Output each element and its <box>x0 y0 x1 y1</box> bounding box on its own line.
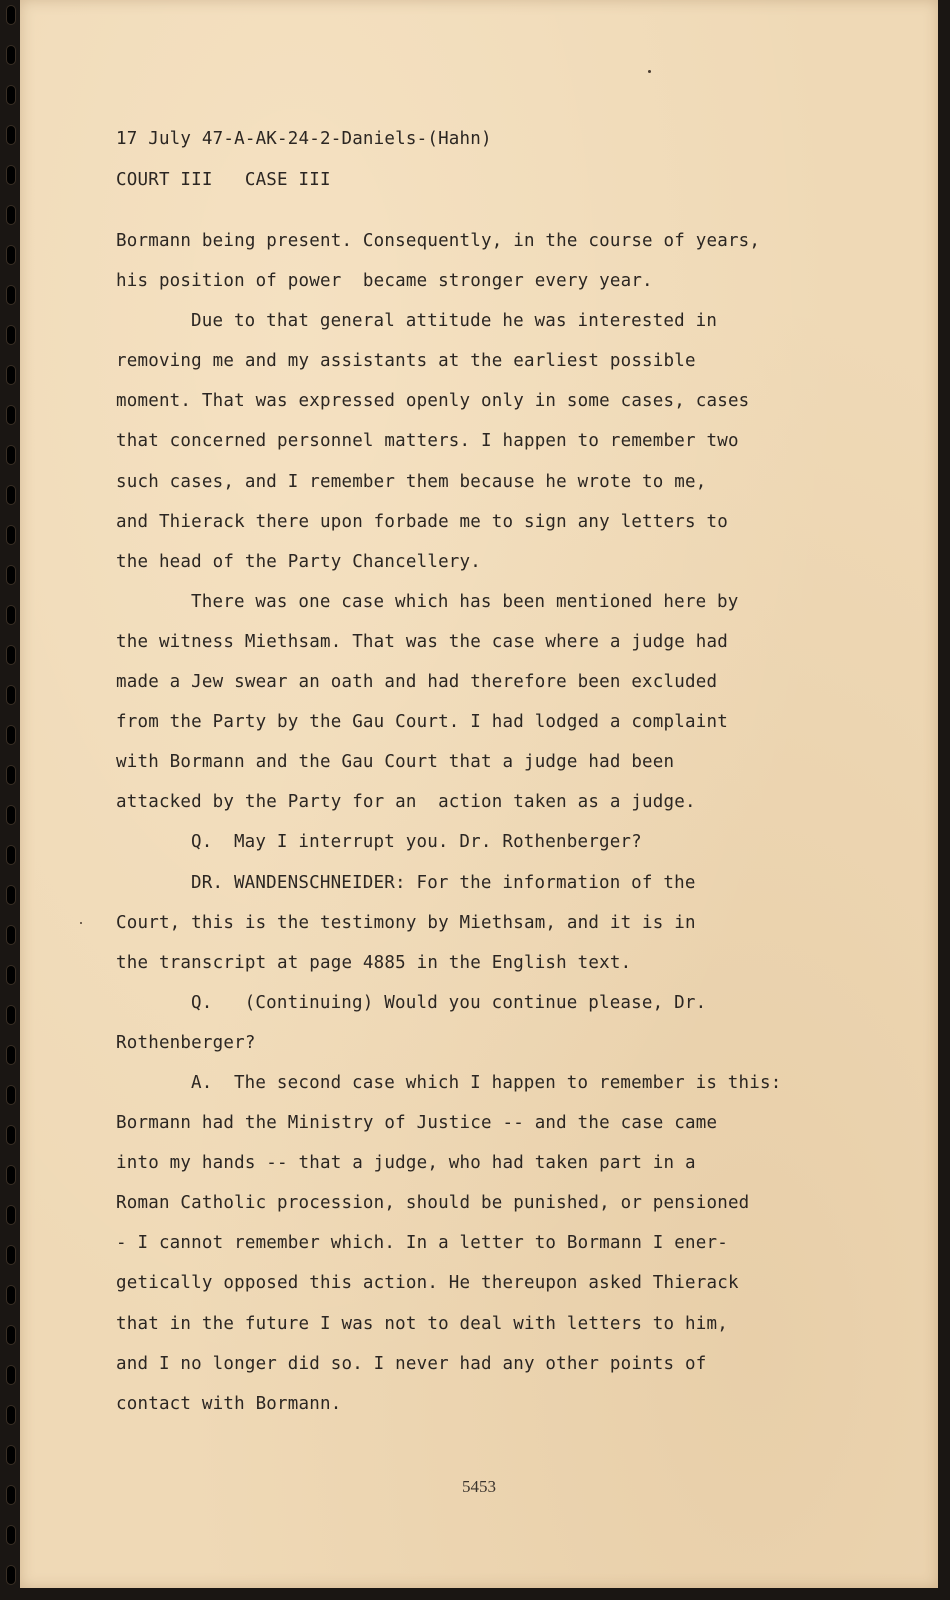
binding-hole <box>7 6 15 24</box>
transcript-line: and I no longer did so. I never had any other points of <box>116 1353 707 1374</box>
transcript-line: moment. That was expressed openly only in some cases, cases <box>116 391 750 412</box>
binding-hole <box>7 486 15 504</box>
transcript-line: DR. WANDENSCHNEIDER: For the information of the <box>191 872 696 893</box>
transcript-line: Roman Catholic procession, should be punished, or pensioned <box>116 1193 750 1214</box>
transcript-line: getically opposed this action. He thereupon asked Thierack <box>116 1273 739 1294</box>
binding-hole <box>7 1406 15 1424</box>
transcript-body <box>116 229 916 1432</box>
transcript-line: and Thierack there upon forbade me to sign any letters to <box>116 511 728 532</box>
binding-hole <box>7 86 15 104</box>
binding-hole <box>7 1126 15 1144</box>
transcript-line: There was one case which has been mentioned here by <box>191 591 739 612</box>
transcript-line: contact with Bormann. <box>116 1393 342 1414</box>
transcript-line: from the Party by the Gau Court. I had lodged a complaint <box>116 712 728 733</box>
binding-hole <box>7 326 15 344</box>
binding-hole <box>7 1166 15 1184</box>
binding-hole <box>7 766 15 784</box>
transcript-line: Court, this is the testimony by Miethsam, and it is in <box>116 912 696 933</box>
binding-hole <box>7 606 15 624</box>
paper-speck <box>80 922 82 924</box>
transcript-line: with Bormann and the Gau Court that a judge had been <box>116 752 675 773</box>
binding-hole <box>7 1046 15 1064</box>
binding-hole <box>7 526 15 544</box>
binding-hole <box>7 446 15 464</box>
paper-speck <box>648 70 651 73</box>
transcript-line: Q. May I interrupt you. Dr. Rothenberger? <box>191 832 642 853</box>
transcript-line: his position of power became stronger every year. <box>116 271 653 292</box>
binding-hole <box>7 1366 15 1384</box>
transcript-line: attacked by the Party for an action taken as a judge. <box>116 792 696 813</box>
binding-edge <box>2 0 18 1600</box>
transcript-line: Bormann being present. Consequently, in the course of years, <box>116 231 761 251</box>
transcript-line: removing me and my assistants at the earliest possible <box>116 351 696 372</box>
binding-hole <box>7 286 15 304</box>
transcript-line: the head of the Party Chancellery. <box>116 551 482 572</box>
binding-hole <box>7 1526 15 1544</box>
transcript-line: that concerned personnel matters. I happen to remember two <box>116 431 739 452</box>
binding-hole <box>7 246 15 264</box>
binding-hole <box>7 646 15 664</box>
binding-hole <box>7 126 15 144</box>
transcript-line: Due to that general attitude he was interested in <box>191 311 718 332</box>
transcript-line: Bormann had the Ministry of Justice -- and the case came <box>116 1113 718 1134</box>
binding-hole <box>7 366 15 384</box>
binding-hole <box>7 806 15 824</box>
binding-hole <box>7 1246 15 1264</box>
document-header-court: COURT III CASE III <box>116 170 331 190</box>
binding-hole <box>7 1486 15 1504</box>
binding-hole <box>7 1326 15 1344</box>
transcript-line: into my hands -- that a judge, who had taken part in a <box>116 1153 696 1174</box>
transcript-line: such cases, and I remember them because he wrote to me, <box>116 471 707 492</box>
page-number: 5453 <box>462 1477 496 1496</box>
transcript-line: that in the future I was not to deal with letters to him, <box>116 1313 728 1334</box>
binding-hole <box>7 886 15 904</box>
binding-hole <box>7 566 15 584</box>
binding-hole <box>7 1286 15 1304</box>
binding-hole <box>7 926 15 944</box>
binding-hole <box>7 966 15 984</box>
transcript-line: A. The second case which I happen to remember is this: <box>191 1072 782 1093</box>
binding-hole <box>7 1566 15 1584</box>
binding-hole <box>7 406 15 424</box>
transcript-line: the transcript at page 4885 in the English text. <box>116 952 632 973</box>
document-page <box>20 0 938 1588</box>
transcript-line: Rothenberger? <box>116 1032 256 1053</box>
binding-hole <box>7 726 15 744</box>
document-header-reference: 17 July 47-A-AK-24-2-Daniels-(Hahn) <box>116 129 492 149</box>
transcript-line: - I cannot remember which. In a letter to Bormann I ener- <box>116 1233 728 1254</box>
transcript-line: made a Jew swear an oath and had therefore been excluded <box>116 672 718 693</box>
transcript-line: Q. (Continuing) Would you continue please, Dr. <box>191 992 707 1013</box>
binding-hole <box>7 846 15 864</box>
binding-hole <box>7 1086 15 1104</box>
binding-hole <box>7 46 15 64</box>
binding-hole <box>7 686 15 704</box>
binding-hole <box>7 206 15 224</box>
transcript-line: the witness Miethsam. That was the case where a judge had <box>116 631 728 652</box>
binding-hole <box>7 1006 15 1024</box>
binding-hole <box>7 1446 15 1464</box>
binding-hole <box>7 166 15 184</box>
binding-hole <box>7 1206 15 1224</box>
